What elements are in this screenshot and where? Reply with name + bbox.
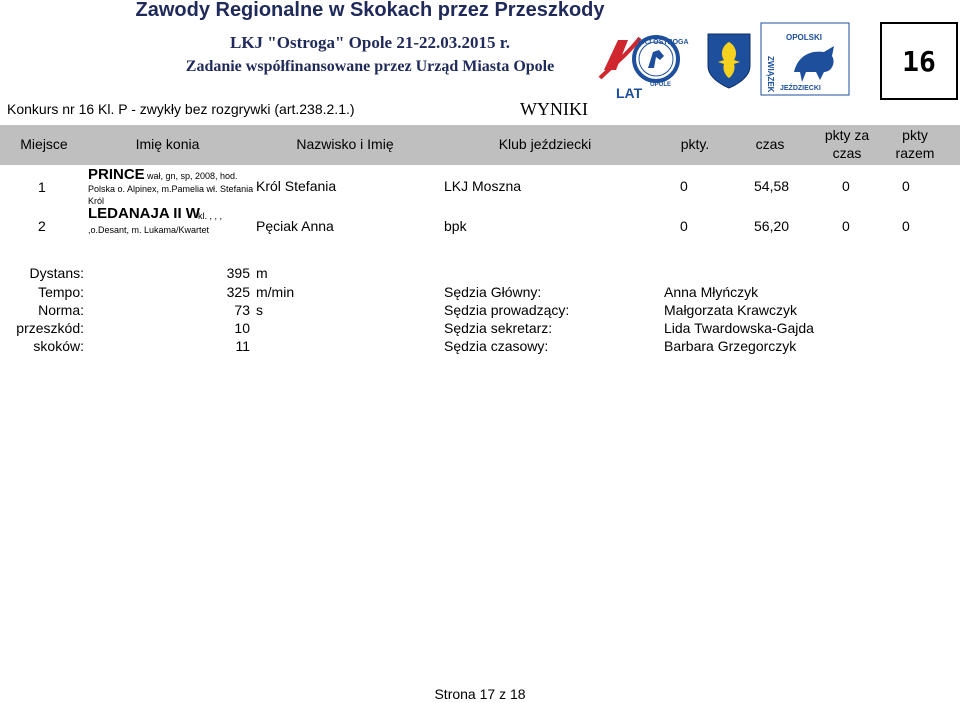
row-time-points: 0 (842, 218, 850, 234)
stat-unit: s (256, 302, 263, 318)
judge-name: Anna Młyńczyk (664, 284, 759, 300)
logo-ostroga-sub: OPOLE (650, 82, 672, 88)
stat-value: 73 (234, 302, 250, 318)
stat-label: Dystans: (29, 265, 84, 281)
judge-role: Sędzia czasowy: (444, 338, 549, 354)
logo-lat-text: LAT (616, 85, 643, 101)
row-place: 1 (38, 179, 46, 195)
logo-opolski-line1: OPOLSKI (786, 33, 823, 42)
stat-value: 11 (235, 338, 250, 354)
competition-number: 16 (902, 44, 936, 78)
stat-label: Norma: (38, 302, 84, 318)
row-points: 0 (680, 178, 688, 194)
competition-number-box (880, 22, 958, 100)
judge-name: Małgorzata Krawczyk (664, 302, 798, 318)
competition-description: Konkurs nr 16 Kl. P - zwykły bez rozgrywki (art.238.2.1.) (7, 101, 355, 117)
col-time-points-2: czas (832, 145, 862, 161)
row-time: 56,20 (754, 218, 790, 234)
row-time-points: 0 (842, 178, 850, 194)
opolski-zwiazek-jezdziecki-logo (760, 22, 850, 96)
row-horse-name: PRINCE (88, 166, 145, 183)
stat-label: przeszkód: (16, 320, 84, 336)
judge-role: Sędzia sekretarz: (444, 320, 553, 336)
event-sponsor-note: Zadanie współfinansowane przez Urząd Miasta Opole (185, 58, 555, 75)
row-horse-info: Polska o. Alpinex, m.Pamelia wł. Stefania (88, 184, 254, 194)
row-horse-info: ,o.Desant, m. Lukama/Kwartet (88, 225, 210, 235)
stat-label: skoków: (33, 338, 84, 354)
stat-unit: m (256, 265, 268, 281)
event-venue-date: LKJ "Ostroga" Opole 21-22.03.2015 r. (229, 33, 511, 52)
judge-name: Lida Twardowska-Gajda (664, 320, 814, 336)
logo-opolski-line3: JEŹDZIECKI (780, 85, 821, 92)
stat-value: 395 (226, 265, 250, 281)
row-club: bpk (444, 218, 467, 234)
logo-opolski-line2: ZWIĄZEK (766, 56, 775, 93)
lkj-ostroga-logo (598, 26, 694, 102)
row-time: 54,58 (754, 178, 790, 194)
row-horse-info: wał, gn, sp, 2008, hod. (147, 171, 238, 181)
col-horse-name: Imię konia (135, 136, 200, 152)
row-horse-name: LEDANAJA II W (88, 205, 200, 222)
row-place: 2 (38, 218, 46, 234)
row-rider: Pęciak Anna (256, 218, 334, 234)
judge-role: Sędzia Główny: (444, 284, 542, 300)
col-club: Klub jeździecki (498, 136, 592, 152)
row-rider: Król Stefania (256, 178, 337, 194)
col-total-points-1: pkty (902, 127, 928, 143)
row-total-points: 0 (902, 218, 910, 234)
col-place: Miejsce (20, 136, 68, 152)
judge-role: Sędzia prowadzący: (444, 302, 570, 318)
row-club: LKJ Moszna (444, 178, 522, 194)
stat-label: Tempo: (38, 284, 84, 300)
col-time-points-1: pkty za (824, 127, 870, 143)
logo-ostroga-text: LKJ OSTROGA (638, 39, 689, 46)
results-table-header (0, 125, 960, 165)
row-horse-info: kl. , , , (198, 211, 223, 221)
event-title: Zawody Regionalne w Skokach przez Przeszkody (135, 0, 605, 21)
col-time: czas (755, 136, 785, 152)
row-horse-info: Król (88, 196, 105, 206)
col-total-points-2: razem (895, 145, 935, 161)
col-points: pkty. (680, 136, 710, 152)
page-number: Strona 17 z 18 (434, 686, 526, 702)
stat-unit: m/min (256, 284, 295, 300)
col-rider-name: Nazwisko i Imię (296, 136, 394, 152)
opole-coat-of-arms (706, 32, 752, 90)
stat-value: 10 (234, 320, 250, 336)
judge-name: Barbara Grzegorczyk (664, 338, 797, 354)
results-heading: WYNIKI (520, 99, 588, 119)
stat-value: 325 (226, 284, 250, 300)
row-points: 0 (680, 218, 688, 234)
row-total-points: 0 (902, 178, 910, 194)
